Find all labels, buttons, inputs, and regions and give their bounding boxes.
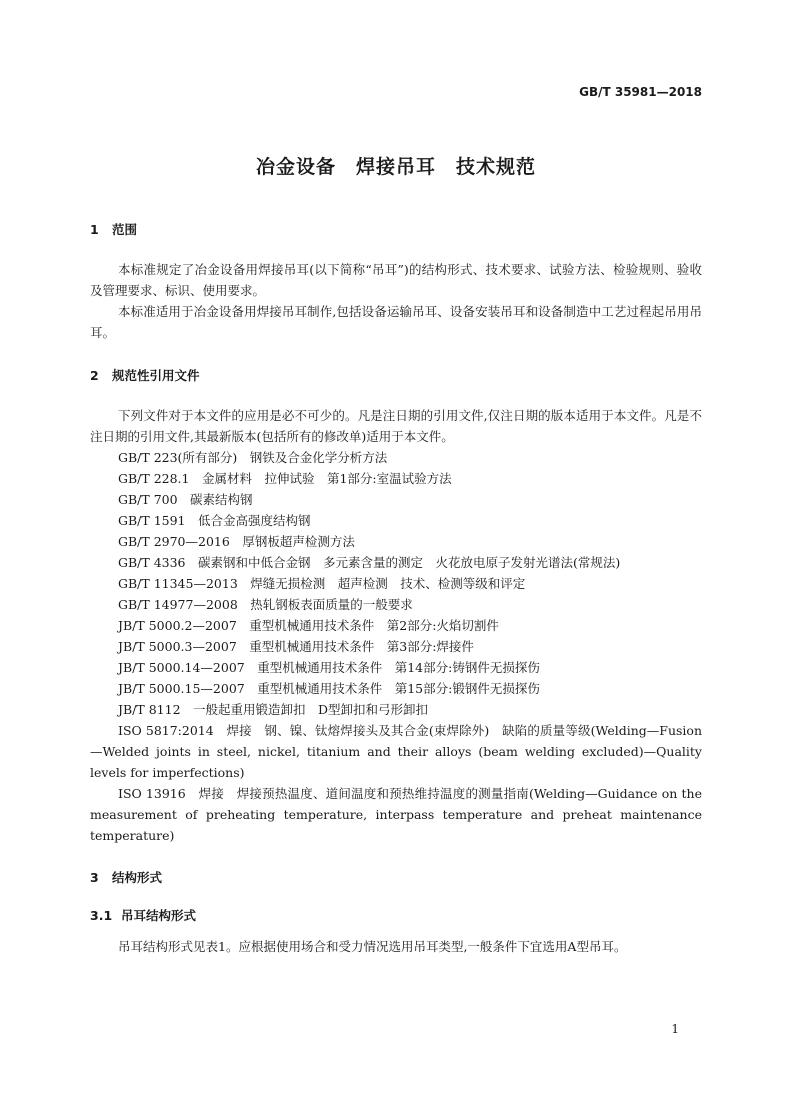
reference-item: GB/T 4336 碳素钢和中低合金钢 多元素含量的测定 火花放电原子发射光谱法(常规法) [118,555,621,570]
section-title: 范围 [112,222,138,237]
section-title: 规范性引用文件 [112,368,200,383]
reference-item: GB/T 11345—2013 焊缝无损检测 超声检测 技术、检测等级和评定 [118,576,526,591]
document-title: 冶金设备 焊接吊耳 技术规范 [255,156,536,178]
section-1-heading [90,220,137,238]
reference-item: GB/T 1591 低合金高强度结构钢 [118,513,311,528]
section-number: 2 [90,368,99,383]
reference-item-iso5817: ISO 5817:2014 焊接 钢、镍、钛熔焊接头及其合金(束焊除外) 缺陷的质量等级(Welding—Fusion—Welded joints in steel, nickel, titanium and their alloys (beam welding excluded)—Quality levels for imperfections) [90,723,702,780]
structure-paragraph-1: 吊耳结构形式见表1。应根据使用场合和受力情况选用吊耳类型,一般条件下宜选用A型吊耳。 [118,939,627,954]
page-number: 1 [671,1022,679,1036]
reference-item: JB/T 5000.15—2007 重型机械通用技术条件 第15部分:锻钢件无损探伤 [118,681,540,696]
reference-item: GB/T 2970—2016 厚钢板超声检测方法 [118,534,355,549]
section-number: 3.1 [90,908,113,923]
section-title: 结构形式 [112,870,163,885]
normative-intro: 下列文件对于本文件的应用是必不可少的。凡是注日期的引用文件,仅注日期的版本适用于本文件。凡是不注日期的引用文件,其最新版本(包括所有的修改单)适用于本文件。 [90,408,702,444]
section-number: 1 [90,222,99,237]
standard-number: GB/T 35981—2018 [579,85,702,99]
section-3-1-heading [90,906,196,924]
reference-item: JB/T 5000.14—2007 重型机械通用技术条件 第14部分:铸钢件无损探伤 [118,660,540,675]
reference-item: JB/T 5000.2—2007 重型机械通用技术条件 第2部分:火焰切割件 [118,618,499,633]
reference-item: GB/T 223(所有部分) 钢铁及合金化学分析方法 [118,450,388,465]
section-title: 吊耳结构形式 [121,908,197,923]
section-2-heading [90,366,200,384]
scope-paragraph-2: 本标准适用于冶金设备用焊接吊耳制作,包括设备运输吊耳、设备安装吊耳和设备制造中工艺过程起吊用吊耳。 [90,304,702,340]
section-number: 3 [90,870,99,885]
reference-item: GB/T 14977—2008 热轧钢板表面质量的一般要求 [118,597,413,612]
reference-item-iso13916: ISO 13916 焊接 焊接预热温度、道间温度和预热维持温度的测量指南(Welding—Guidance on the measurement of preheating temperature, interpass temperature and preheat maintenance temperature) [90,786,702,843]
scope-paragraph-1: 本标准规定了冶金设备用焊接吊耳(以下简称“吊耳”)的结构形式、技术要求、试验方法、检验规则、验收及管理要求、标识、使用要求。 [90,262,702,298]
section-3-heading [90,868,162,886]
reference-item: GB/T 228.1 金属材料 拉伸试验 第1部分:室温试验方法 [118,471,452,486]
reference-item: JB/T 8112 一般起重用锻造卸扣 D型卸扣和弓形卸扣 [118,702,429,717]
reference-item: GB/T 700 碳素结构钢 [118,492,253,507]
reference-item: JB/T 5000.3—2007 重型机械通用技术条件 第3部分:焊接件 [118,639,474,654]
